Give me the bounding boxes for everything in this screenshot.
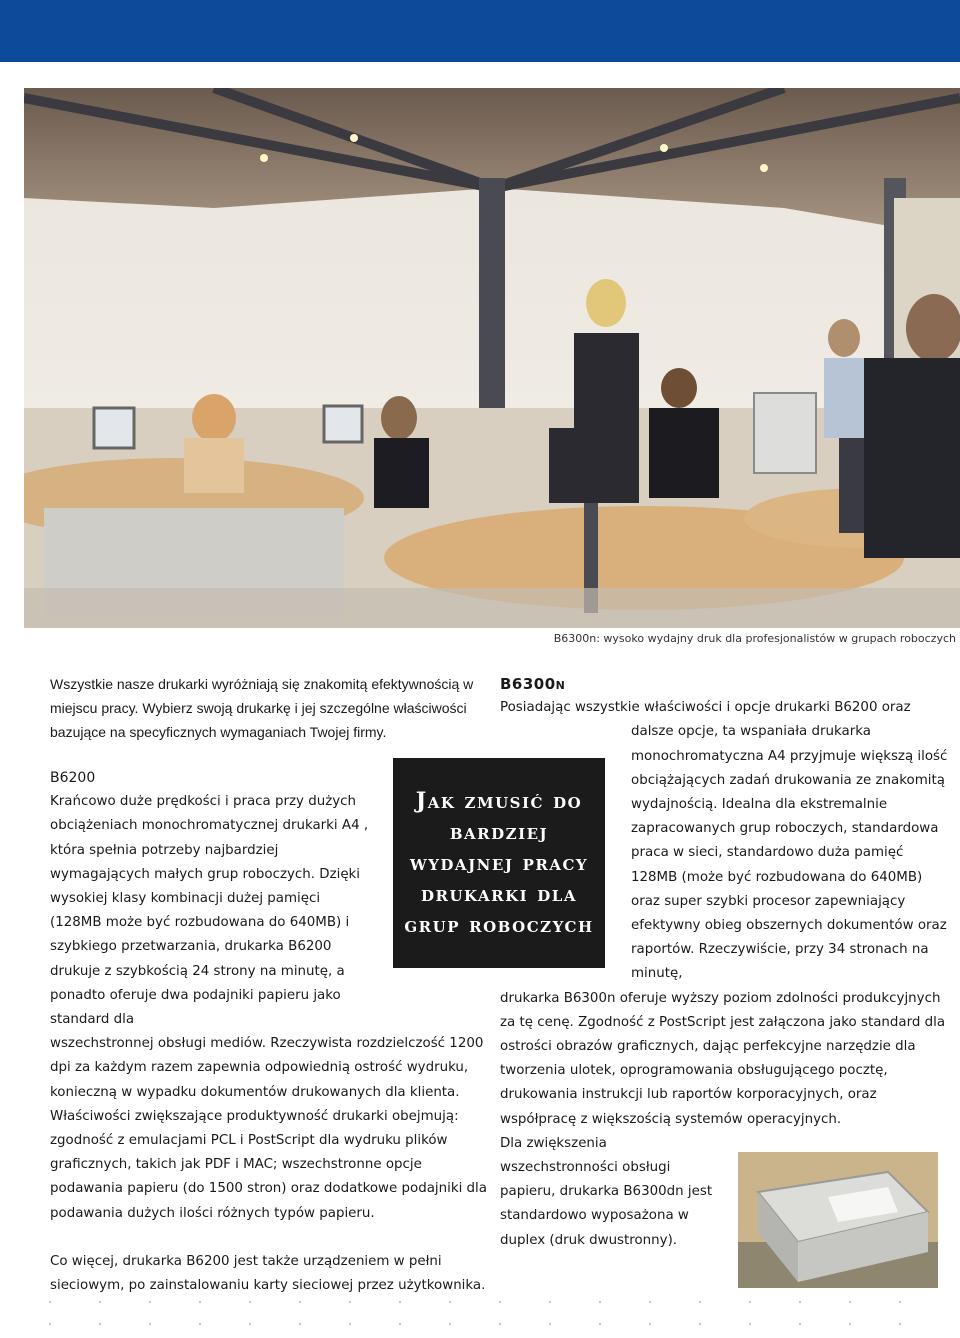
callout-text: Jak zmusić do bardziej wydajnej pracy drukarki dla grup roboczych [404,787,594,938]
intro-paragraph: Wszystkie nasze drukarki wyróżniają się znakomitą efektywnością w miejscu pracy. Wybierz swoją drukarkę i jej szczególne właściwości bazujące na specyficznych wymaganiach Twojej firmy. [50,676,474,740]
decorative-dot-grid [48,1292,948,1332]
b6300n-heading: B6300n [500,675,566,693]
b6200-body-part2: wszechstronnej obsługi mediów. Rzeczywista rozdzielczość 1200 dpi za każdym razem zapewnia odpowiednią ostrość wydruku, konieczną w wypadku dokumentów drukowanych dla klienta. Właściwości zwiększające produktywność drukarki obejmują: zgodność z emulacjami PCL i PostScript dla wydruku plików graficznych, takich jak PDF i MAC; wszechstronne opcje podawania papieru (do 1500 stron) oraz dodatkowe podajniki dla podawania dużych ilości różnych typów papieru. [50,1036,487,1221]
header-bar [0,0,960,62]
b6300n-body: drukarka B6300n oferuje wyższy poziom zdolności produkcyjnych za tę cenę. Zgodność z PostScript jest załączona jako standard dla ostrości obrazów graficznych, dając perfekcyjne narzędzie dla tworzenia ulotek, oprogramowania obsługującego pocztę, drukowania instrukcji lub raportów korporacyjnych, oraz współpracę z większością systemów operacyjnych. [500,990,946,1127]
office-photo [24,88,960,628]
b6300dn-duplex-note: Dla zwiększenia wszechstronności obsługi papieru, drukarka B6300dn jest standardowo wyposażona w duplex (druk dwustronny). [500,1135,713,1248]
b6200-heading: B6200 [50,770,96,786]
b6300n-lead: Posiadając wszystkie właściwości i opcje drukarki B6200 oraz [500,700,911,716]
b6200-network-note: Co więcej, drukarka B6200 jest także urządzeniem w pełni sieciowym, po zainstalowaniu karty sieciowej przez użytkownika. [50,1253,486,1294]
b6300n-indented-body: dalsze opcje, ta wspaniała drukarka monochromatyczna A4 przyjmuje większą ilość obciążających zadań drukowania ze znakomitą wydajnością. Idealna dla ekstremalnie zapracowanych grup roboczych, standardowa praca w sieci, standardowo duża pamięć 128MB (może być rozbudowana do 640MB) oraz super szybki procesor zapewniający efektywny obieg obszernych dokumentów oraz raportów. Rzeczywiście, przy 34 stronach na minutę, [631,724,948,982]
printer-photo [738,1152,938,1288]
b6200-body-part1: Krańcowo duże prędkości i praca przy dużych obciążeniach monochromatycznej drukarki A4 , która spełnia potrzeby najbardziej wymagających małych grup roboczych. Dzięki wysokiej klasy kombinacji dużej pamięci (128MB może być rozbudowana do 640MB) i szybkiego przetwarzania, drukarka B6200 drukuje z szybkością 24 strony na minutę, a ponadto oferuje dwa podajniki papieru jako standard dla [50,794,369,1028]
photo-caption: B6300n: wysoko wydajny druk dla profesjonalistów w grupach roboczych [553,632,956,645]
